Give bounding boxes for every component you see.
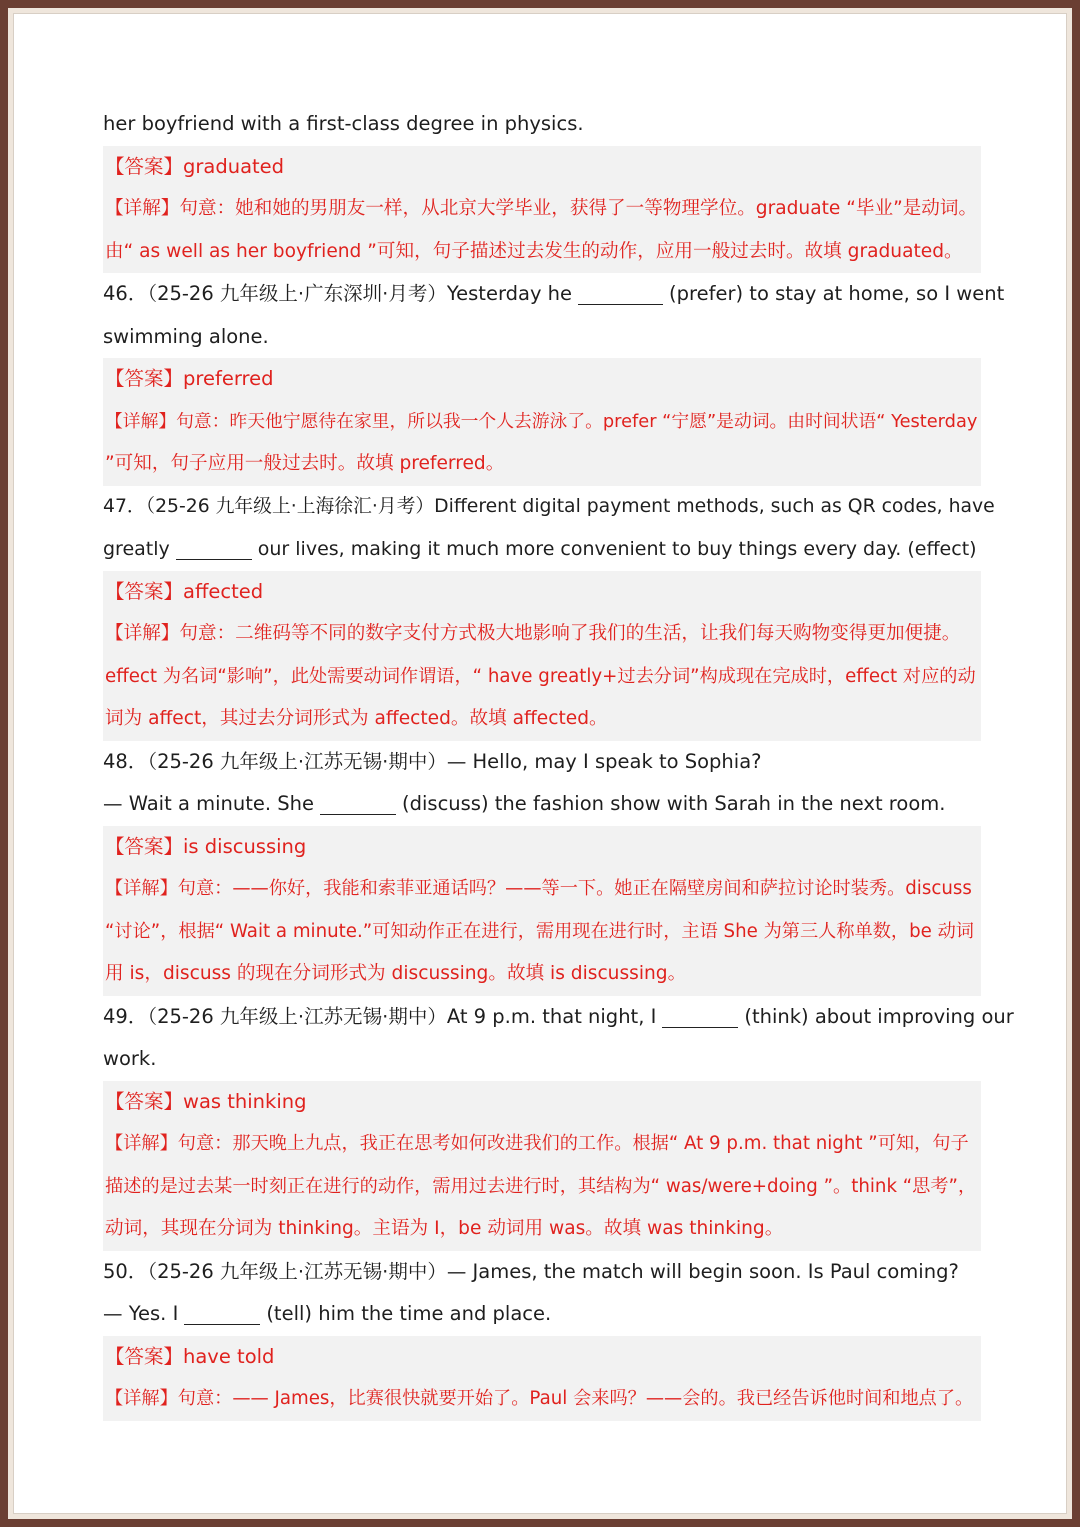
- answer-block-50: [103, 1336, 981, 1421]
- explanation-49-line-2: 描述的是过去某一时刻正在进行的动作，需用过去进行时，其结构为“ was/were+doing ”。think “思考”，: [105, 1175, 977, 1197]
- answer-47: 【答案】affected: [105, 579, 264, 603]
- question-48-line-1: 48．（25-26 九年级上·江苏无锡·期中）— Hello, may I speak to Sophia?: [103, 749, 762, 773]
- answer-block-47: [103, 571, 981, 741]
- question-47-prefix: greatly: [103, 538, 170, 560]
- answer-block-46: [103, 358, 981, 486]
- explanation-47-line-1: 【详解】句意：二维码等不同的数字支付方式极大地影响了我们的生活，让我们每天购物变得更加便捷。: [105, 623, 961, 644]
- explanation-46-line-2: ”可知，句子应用一般过去时。故填 preferred。: [105, 453, 505, 474]
- explanation-49-line-1: 【详解】句意：那天晚上九点，我正在思考如何改进我们的工作。根据“ At 9 p.m. that night ”可知，句子: [105, 1133, 969, 1154]
- explanation-48-line-3: 用 is，discuss 的现在分词形式为 discussing。故填 is discussing。: [105, 963, 687, 984]
- explanation-48-line-2: “讨论”，根据“ Wait a minute.”可知动作正在进行，需用现在进行时，主语 She 为第三人称单数，be 动词: [105, 920, 974, 942]
- question-49-suffix: (think) about improving our: [744, 1004, 1014, 1028]
- question-46-line-2: swimming alone.: [103, 324, 269, 348]
- answer-46: 【答案】preferred: [105, 367, 274, 390]
- explanation-48-line-1: 【详解】句意：——你好，我能和索菲亚通话吗？——等一下。她正在隔壁房间和萨拉讨论时装秀。discuss: [105, 878, 972, 899]
- answer-blank: [184, 1300, 260, 1325]
- answer-blank: [320, 790, 396, 815]
- answer-blank: [578, 280, 663, 305]
- question-47-suffix: our lives, making it much more convenient to buy things every day. (effect): [257, 538, 977, 560]
- question-50-prefix: — Yes. I: [103, 1302, 179, 1325]
- answer-50: 【答案】have told: [105, 1344, 275, 1368]
- answer-block-45: [103, 146, 981, 274]
- answer-45: 【答案】graduated: [105, 154, 285, 178]
- question-50-suffix: (tell) him the time and place.: [266, 1302, 552, 1325]
- question-47-line-2: [103, 528, 981, 571]
- question-47-line-1: 47．（25-26 九年级上·上海徐汇·月考）Different digital payment methods, such as QR codes, have: [103, 495, 995, 517]
- answer-49: 【答案】was thinking: [105, 1089, 307, 1113]
- question-50-line-1: 50．（25-26 九年级上·江苏无锡·期中）— James, the match will begin soon. Is Paul coming?: [103, 1259, 959, 1283]
- answer-blank: [176, 535, 252, 560]
- question-46-suffix: (prefer) to stay at home, so I went: [669, 282, 1005, 305]
- question-46-prefix: 46．（25-26 九年级上·广东深圳·月考）Yesterday he: [103, 282, 573, 305]
- answer-block-48: [103, 826, 981, 996]
- question-48-suffix: (discuss) the fashion show with Sarah in the next room.: [402, 792, 946, 815]
- answer-block-49: [103, 1081, 981, 1251]
- answer-48: 【答案】is discussing: [105, 834, 307, 858]
- explanation-47-line-3: 词为 affect，其过去分词形式为 affected。故填 affected。: [105, 708, 608, 729]
- explanation-49-line-3: 动词，其现在分词为 thinking。主语为 I，be 动词用 was。故填 was thinking。: [105, 1218, 784, 1239]
- question-48-line-2: [103, 783, 981, 826]
- question-50-line-2: [103, 1293, 981, 1336]
- explanation-45-line-2: 由“ as well as her boyfriend ”可知，句子描述过去发生的动作，应用一般过去时。故填 graduated。: [105, 240, 963, 262]
- explanation-46-line-1: 【详解】句意：昨天他宁愿待在家里，所以我一个人去游泳了。prefer “宁愿”是动词。由时间状语“ Yesterday: [105, 410, 978, 432]
- question-49-line-2: work.: [103, 1047, 157, 1070]
- question-49-line-1: [103, 996, 1014, 1039]
- document-content: [103, 103, 1014, 1421]
- explanation-47-line-2: effect 为名词“影响”，此处需要动词作谓语，“ have greatly+过去分词”构成现在完成时，effect 对应的动: [105, 665, 976, 687]
- question-45-text: her boyfriend with a first-class degree in physics.: [103, 112, 584, 135]
- explanation-45-line-1: 【详解】句意：她和她的男朋友一样，从北京大学毕业，获得了一等物理学位。graduate “毕业”是动词。: [105, 198, 978, 219]
- explanation-50-line-1: 【详解】句意：—— James，比赛很快就要开始了。Paul 会来吗？——会的。我已经告诉他时间和地点了。: [105, 1388, 974, 1409]
- question-46-line-1: [103, 273, 1005, 316]
- answer-blank: [662, 1003, 738, 1028]
- question-48-prefix: — Wait a minute. She: [103, 792, 314, 815]
- question-49-prefix: 49．（25-26 九年级上·江苏无锡·期中）At 9 p.m. that night, I: [103, 1004, 657, 1028]
